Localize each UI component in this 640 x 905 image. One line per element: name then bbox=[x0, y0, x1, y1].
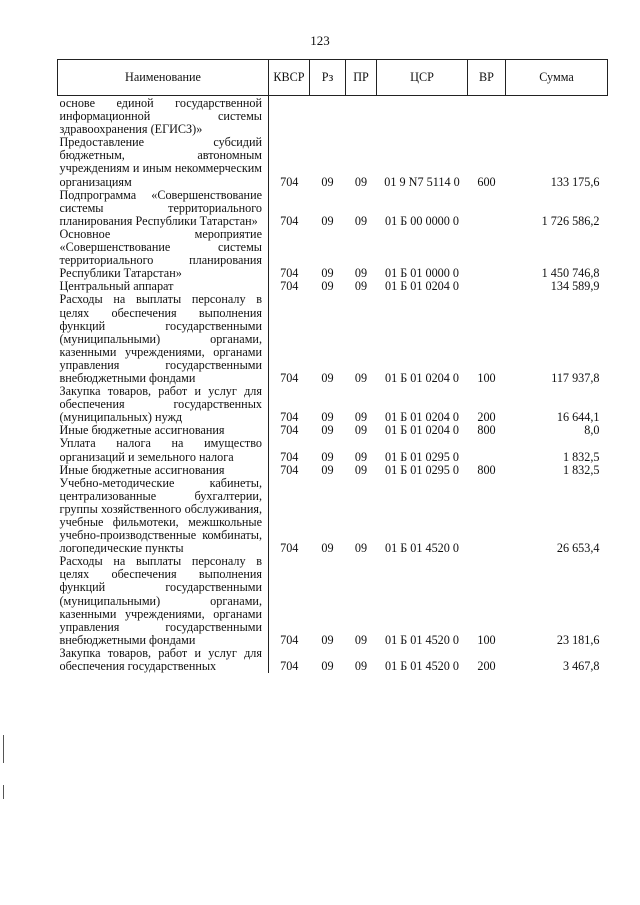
cell-rz: 09 bbox=[321, 462, 334, 477]
cell-name: Расходы на выплаты персоналу в целях обеспечения выполнения функций государственными (муниципальными) органами, казенными учреждениями, органами управления государственными внебюджетными фондами bbox=[58, 555, 269, 647]
table-row bbox=[58, 464, 608, 477]
cell-pr: 09 bbox=[354, 174, 368, 189]
cell-kvsr: 704 bbox=[280, 174, 299, 189]
table-row bbox=[58, 477, 608, 556]
table-row bbox=[58, 293, 608, 385]
cell-vr bbox=[468, 477, 506, 556]
header-sum: Сумма bbox=[506, 60, 608, 96]
cell-sum: 1 832,5 bbox=[562, 462, 600, 477]
cell-rz: 09 bbox=[321, 659, 334, 674]
cell-csr: 01 Б 01 4520 0 bbox=[384, 659, 460, 674]
cell-kvsr: 704 bbox=[280, 213, 299, 228]
cell-kvsr: 704 bbox=[280, 370, 299, 385]
cell-rz: 09 bbox=[321, 213, 334, 228]
cell-rz: 09 bbox=[321, 370, 334, 385]
cell-vr: 600 bbox=[477, 174, 496, 189]
cell-rz: 09 bbox=[321, 410, 334, 425]
cell-csr: 01 Б 01 0295 0 bbox=[384, 462, 460, 477]
table-row bbox=[58, 385, 608, 424]
cell-pr: 09 bbox=[354, 541, 368, 556]
header-csr: ЦСР bbox=[377, 60, 468, 96]
header-vr: ВР bbox=[468, 60, 506, 96]
cell-csr bbox=[377, 96, 468, 137]
cell-rz: 09 bbox=[321, 423, 334, 438]
cell-sum: 3 467,8 bbox=[562, 659, 600, 674]
cell-kvsr bbox=[269, 96, 310, 137]
cell-pr: 09 bbox=[354, 659, 368, 674]
cell-name: Закупка товаров, работ и услуг для обеспечения государственных bbox=[58, 647, 269, 673]
cell-kvsr: 704 bbox=[280, 462, 299, 477]
cell-sum: 1 450 746,8 bbox=[541, 266, 600, 281]
cell-name: основе единой государственной информационной системы здравоохранения (ЕГИСЗ)» bbox=[58, 96, 269, 137]
cell-rz: 09 bbox=[321, 449, 334, 464]
cell-sum: 23 181,6 bbox=[556, 632, 600, 647]
cell-rz: 09 bbox=[321, 541, 334, 556]
cell-vr: 800 bbox=[477, 423, 496, 438]
cell-vr: 800 bbox=[477, 462, 496, 477]
cell-sum: 26 653,4 bbox=[556, 541, 600, 556]
cell-name: Иные бюджетные ассигнования bbox=[58, 464, 269, 477]
cell-rz: 09 bbox=[321, 279, 334, 294]
table-header-row bbox=[58, 60, 608, 96]
cell-pr: 09 bbox=[354, 410, 368, 425]
cell-kvsr: 704 bbox=[280, 266, 299, 281]
cell-name: Центральный аппарат bbox=[58, 280, 269, 293]
table-row bbox=[58, 228, 608, 280]
cell-pr: 09 bbox=[354, 423, 368, 438]
cell-sum bbox=[506, 96, 608, 137]
cell-rz bbox=[310, 96, 346, 137]
cell-csr: 01 Б 01 4520 0 bbox=[384, 632, 460, 647]
table-row bbox=[58, 136, 608, 188]
cell-name: Уплата налога на имущество организаций и земельного налога bbox=[58, 437, 269, 463]
cell-vr: 200 bbox=[477, 659, 496, 674]
cell-kvsr: 704 bbox=[280, 541, 299, 556]
cell-sum: 8,0 bbox=[584, 423, 600, 438]
cell-kvsr: 704 bbox=[280, 449, 299, 464]
table-row bbox=[58, 96, 608, 137]
cell-csr: 01 Б 01 0204 0 bbox=[384, 279, 460, 294]
cell-pr: 09 bbox=[354, 462, 368, 477]
cell-rz: 09 bbox=[321, 632, 334, 647]
cell-vr bbox=[468, 437, 506, 463]
cell-csr: 01 Б 01 0204 0 bbox=[384, 423, 460, 438]
cell-kvsr: 704 bbox=[280, 659, 299, 674]
cell-pr: 09 bbox=[354, 279, 368, 294]
cell-csr: 01 Б 01 0204 0 bbox=[384, 370, 460, 385]
header-name: Наименование bbox=[58, 60, 269, 96]
header-kvsr: КВСР bbox=[269, 60, 310, 96]
cell-name: Расходы на выплаты персоналу в целях обеспечения выполнения функций государственными (муниципальными) органами, казенными учреждениями, органами управления государственными внебюджетными фондами bbox=[58, 293, 269, 385]
cell-vr bbox=[468, 189, 506, 228]
cell-csr: 01 Б 01 0204 0 bbox=[384, 410, 460, 425]
cell-csr: 01 Б 00 0000 0 bbox=[384, 213, 460, 228]
cell-csr: 01 Б 01 4520 0 bbox=[384, 541, 460, 556]
cell-rz: 09 bbox=[321, 174, 334, 189]
cell-kvsr: 704 bbox=[280, 410, 299, 425]
scan-margin-mark bbox=[3, 735, 4, 763]
cell-pr: 09 bbox=[354, 449, 368, 464]
cell-kvsr: 704 bbox=[280, 632, 299, 647]
cell-pr bbox=[346, 96, 377, 137]
cell-name: Подпрограмма «Совершенствование системы территориального планирования Республики Татарстан» bbox=[58, 189, 269, 228]
cell-pr: 09 bbox=[354, 213, 368, 228]
cell-vr: 100 bbox=[477, 370, 496, 385]
header-pr: ПР bbox=[346, 60, 377, 96]
cell-vr: 200 bbox=[477, 410, 496, 425]
cell-sum: 1 832,5 bbox=[562, 449, 600, 464]
cell-sum: 16 644,1 bbox=[556, 410, 600, 425]
page-number: 123 bbox=[310, 33, 330, 48]
cell-pr: 09 bbox=[354, 266, 368, 281]
cell-rz: 09 bbox=[321, 266, 334, 281]
cell-pr: 09 bbox=[354, 370, 368, 385]
cell-vr bbox=[468, 280, 506, 293]
cell-csr: 01 Б 01 0000 0 bbox=[384, 266, 460, 281]
cell-vr bbox=[468, 228, 506, 280]
cell-name: Закупка товаров, работ и услуг для обеспечения государственных (муниципальных) нужд bbox=[58, 385, 269, 424]
budget-table bbox=[57, 59, 608, 673]
cell-kvsr: 704 bbox=[280, 279, 299, 294]
cell-vr bbox=[468, 96, 506, 137]
cell-name: Основное мероприятие «Совершенствование системы территориального планирования Республики Татарстан» bbox=[58, 228, 269, 280]
table-row bbox=[58, 555, 608, 647]
header-rz: Рз bbox=[310, 60, 346, 96]
cell-sum: 117 937,8 bbox=[551, 370, 600, 385]
table-row bbox=[58, 189, 608, 228]
table-body bbox=[58, 96, 608, 674]
scan-margin-mark bbox=[3, 785, 4, 799]
cell-pr: 09 bbox=[354, 632, 368, 647]
cell-vr: 100 bbox=[477, 632, 496, 647]
cell-sum: 133 175,6 bbox=[550, 174, 600, 189]
cell-name: Предоставление субсидий бюджетным, автономным учреждениям и иным некоммерческим организациям bbox=[58, 136, 269, 188]
cell-sum: 1 726 586,2 bbox=[541, 213, 600, 228]
cell-name: Иные бюджетные ассигнования bbox=[58, 424, 269, 437]
cell-name: Учебно-методические кабинеты, централизованные бухгалтерии, группы хозяйственного обслуживания, учебные фильмотеки, межшкольные учебно-производственные комбинаты, логопедические пункты bbox=[58, 477, 269, 556]
table-row bbox=[58, 647, 608, 673]
cell-csr: 01 Б 01 0295 0 bbox=[384, 449, 460, 464]
cell-sum: 134 589,9 bbox=[550, 279, 600, 294]
cell-csr: 01 9 N7 5114 0 bbox=[384, 174, 460, 189]
cell-kvsr: 704 bbox=[280, 423, 299, 438]
table-row bbox=[58, 437, 608, 463]
